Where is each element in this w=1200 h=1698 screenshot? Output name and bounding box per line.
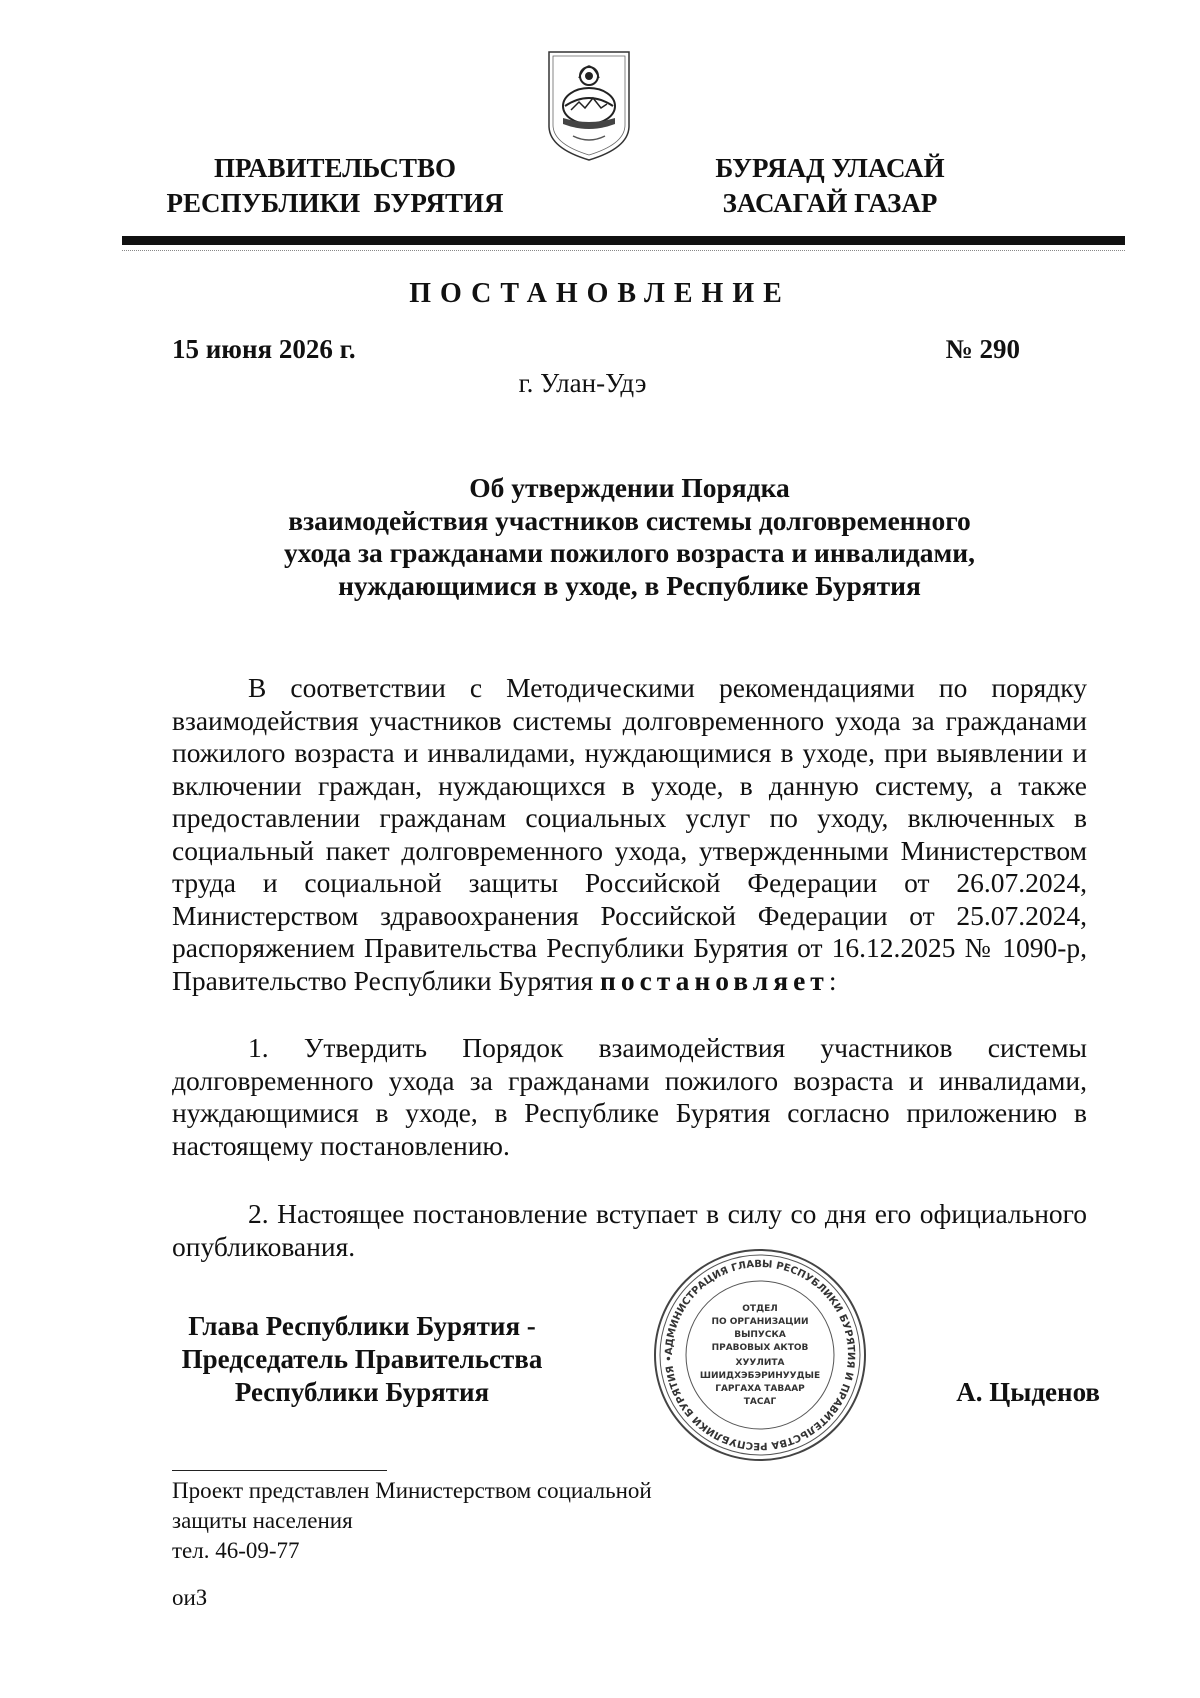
footer-line3: тел. 46-09-77 bbox=[172, 1538, 300, 1563]
header-left bbox=[145, 151, 525, 221]
signatory-title-line1: Глава Республики Бурятия - bbox=[188, 1311, 536, 1341]
subject-line2: взаимодействия участников системы долговременного bbox=[288, 504, 971, 536]
official-stamp bbox=[650, 1245, 870, 1465]
stamp-center-line5: ХУУЛИТА bbox=[735, 1358, 785, 1368]
signatory-name: А. Цыденов bbox=[956, 1377, 1100, 1407]
header-divider-thick bbox=[122, 236, 1125, 245]
footer-note bbox=[172, 1476, 732, 1566]
footer-line2: защиты населения bbox=[172, 1508, 353, 1533]
stamp-center-line4: ПРАВОВЫХ АКТОВ bbox=[711, 1343, 809, 1353]
header-left-line1: ПРАВИТЕЛЬСТВО bbox=[213, 153, 457, 183]
coat-of-arms-emblem bbox=[543, 48, 635, 162]
subject-line4: нуждающимися в уходе, в Республике Бурятия bbox=[338, 569, 921, 601]
signatory-title bbox=[172, 1310, 552, 1409]
subject-line3: ухода за гражданами пожилого возраста и инвалидами, bbox=[284, 537, 975, 568]
paragraph-preamble bbox=[172, 672, 1087, 997]
document-number: № 290 bbox=[945, 334, 1020, 364]
stamp-center-line2: ПО ОРГАНИЗАЦИИ bbox=[711, 1317, 809, 1327]
header-right bbox=[680, 151, 980, 221]
footer-divider bbox=[172, 1470, 387, 1471]
document-subject bbox=[172, 472, 1087, 602]
footer-code: оиЗ bbox=[172, 1585, 208, 1610]
header-right-line2: ЗАСАГАЙ ГАЗАР bbox=[722, 188, 938, 218]
stamp-ring-text: АДМИНИСТРАЦИЯ ГЛАВЫ РЕСПУБЛИКИ БУРЯТИЯ И ПРАВИТЕЛЬСТВА РЕСПУБЛИКИ БУРЯТИЯ • bbox=[663, 1258, 857, 1452]
preamble-decree-word: постановляет bbox=[600, 964, 829, 996]
preamble-text: В соответствии с Методическими рекомендациями по порядку взаимодействия участников системы долговременного ухода за гражданами пожилого возраста и инвалидами, нуждающимися в уходе, при выявлении и включении граждан, нуждающихся в уходе, в данную систему, а также предоставлении гражданам социальных услуг по уходу, включенных в социальный пакет долговременного ухода, утвержденными Министерством труда и социальной защиты Российской Федерации от 26.07.2024, Министерством здравоохранения Российской Федерации от 25.07.2024, распоряжением Правительства Республики Бурятия от 16.12.2025 № 1090-р, Правительство Республики Бурятия bbox=[172, 672, 1087, 996]
signatory-title-line2: Председатель Правительства bbox=[181, 1344, 543, 1374]
subject-line1: Об утверждении Порядка bbox=[469, 472, 790, 503]
header-right-line1: БУРЯАД УЛАСАЙ bbox=[715, 153, 945, 183]
paragraph-item-2: 2. Настоящее постановление вступает в силу со дня его официального опубликования. bbox=[172, 1198, 1087, 1262]
document-date: 15 июня 2026 г. bbox=[172, 334, 356, 364]
paragraph-item-1: 1. Утвердить Порядок взаимодействия участников системы долговременного ухода за гражданами пожилого возраста и инвалидами, нуждающимися в уходе, в Республике Бурятия согласно приложению в настоящему постановлению. bbox=[172, 1032, 1087, 1161]
stamp-center-line6: ШИИДХЭБЭРИНУУДЫЕ bbox=[699, 1371, 821, 1381]
stamp-center-line7: ГАРГАХА ТАВААР bbox=[715, 1384, 805, 1394]
stamp-center-line8: ТАСАГ bbox=[743, 1397, 777, 1407]
document-city: г. Улан-Удэ bbox=[518, 368, 647, 398]
header-left-line2: РЕСПУБЛИКИ БУРЯТИЯ bbox=[166, 188, 504, 218]
stamp-center-line3: ВЫПУСКА bbox=[734, 1330, 786, 1340]
stamp-center-line1: ОТДЕЛ bbox=[742, 1304, 778, 1314]
header-divider-thin bbox=[122, 250, 1125, 251]
document-type-title: ПОСТАНОВЛЕНИЕ bbox=[409, 278, 791, 309]
signatory-title-line3: Республики Бурятия bbox=[234, 1377, 490, 1407]
footer-line1: Проект представлен Министерством социальной bbox=[172, 1478, 652, 1503]
preamble-end: : bbox=[828, 964, 837, 996]
